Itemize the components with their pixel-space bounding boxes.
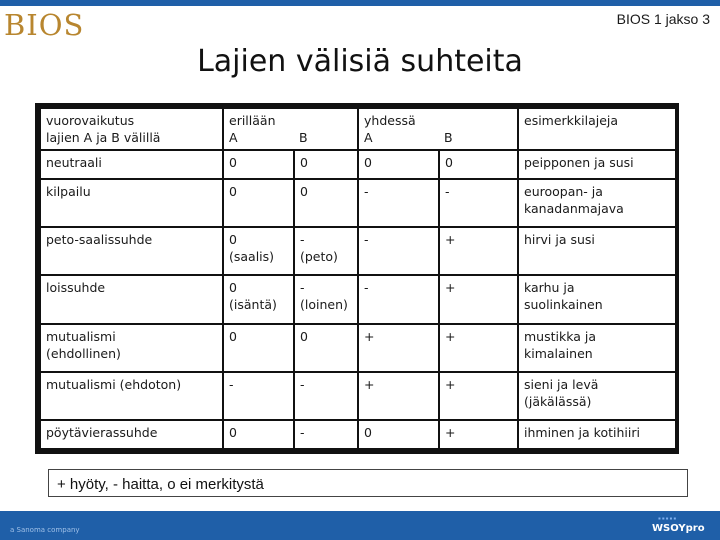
- cell-text: 0: [300, 328, 308, 344]
- cell-text: -: [364, 183, 369, 199]
- cell-examples: [518, 227, 676, 275]
- cell-text: +: [445, 328, 456, 344]
- cell-row-name: [40, 324, 223, 372]
- cell-together-b: [439, 275, 518, 323]
- cell-text: -: [300, 280, 305, 296]
- cell-together-b: [439, 227, 518, 275]
- cell-text: -: [364, 232, 369, 248]
- header-interaction: [40, 108, 223, 150]
- cell-together-b: [439, 372, 518, 420]
- cell-row-name: [40, 275, 223, 323]
- header-together-b-cell: [439, 108, 518, 150]
- cell-separate-a: [223, 324, 294, 372]
- cell-text: mustikka ja: [524, 328, 597, 344]
- relations-table-frame: [35, 103, 679, 454]
- cell-together-b: [439, 179, 518, 227]
- cell-examples: [518, 275, 676, 323]
- bottom-bar: [0, 511, 720, 540]
- logo-dots-icon: ▪▪▪▪▪: [658, 514, 678, 523]
- cell-separate-a: [223, 150, 294, 179]
- cell-text: 0: [229, 425, 237, 441]
- cell-row-name: [40, 227, 223, 275]
- table-row: [40, 275, 676, 323]
- header-separate: [223, 108, 294, 150]
- cell-together-b: [439, 420, 518, 449]
- cell-text: (ehdollinen): [46, 345, 121, 361]
- cell-text: -: [300, 232, 305, 248]
- page-title: Lajien välisiä suhteita: [197, 44, 523, 79]
- cell-text: (jäkälässä): [524, 393, 592, 409]
- cell-examples: [518, 324, 676, 372]
- header-together-a: A: [364, 130, 373, 145]
- cell-separate-b: [294, 420, 358, 449]
- table-row: [40, 227, 676, 275]
- cell-text: -: [300, 425, 305, 441]
- cell-text: ihminen ja kotihiiri: [524, 425, 640, 441]
- cell-together-a: [358, 179, 439, 227]
- cell-text: karhu ja: [524, 280, 575, 296]
- cell-separate-a: [223, 275, 294, 323]
- table-row: [40, 372, 676, 420]
- table-row: [40, 324, 676, 372]
- header-examples-label: esimerkkilajeja: [524, 113, 619, 128]
- relations-table: [39, 107, 677, 450]
- cell-text: pöytävierassuhde: [46, 425, 158, 441]
- cell-text: kimalainen: [524, 345, 593, 361]
- cell-text: mutualismi (ehdoton): [46, 376, 182, 392]
- top-bar: [0, 0, 720, 6]
- cell-text: +: [364, 376, 375, 392]
- cell-text: +: [364, 328, 375, 344]
- cell-together-a: [358, 420, 439, 449]
- cell-text: 0: [364, 425, 372, 441]
- cell-text: kilpailu: [46, 183, 91, 199]
- cell-separate-b: [294, 372, 358, 420]
- header-separate-b: B: [299, 130, 308, 145]
- cell-text: peto-saalissuhde: [46, 232, 153, 248]
- cell-row-name: [40, 150, 223, 179]
- cell-text: sieni ja levä: [524, 376, 599, 392]
- cell-text: 0: [229, 155, 237, 170]
- cell-together-a: [358, 324, 439, 372]
- cell-text: 0: [300, 183, 308, 199]
- cell-text: euroopan- ja: [524, 183, 603, 199]
- cell-together-a: [358, 150, 439, 179]
- cell-text: +: [445, 425, 456, 441]
- cell-text: 0: [229, 280, 237, 296]
- cell-row-name: [40, 420, 223, 449]
- cell-together-a: [358, 227, 439, 275]
- cell-separate-a: [223, 179, 294, 227]
- cell-separate-a: [223, 372, 294, 420]
- header-together: [358, 108, 439, 150]
- cell-separate-b: [294, 275, 358, 323]
- cell-examples: [518, 420, 676, 449]
- cell-text: suolinkainen: [524, 297, 603, 313]
- cell-separate-b: [294, 179, 358, 227]
- cell-separate-a: [223, 420, 294, 449]
- cell-text: loissuhde: [46, 280, 106, 296]
- cell-text: 0: [364, 155, 372, 170]
- header-together-label: yhdessä: [364, 113, 416, 128]
- cell-text: kanadanmajava: [524, 200, 624, 216]
- cell-text: mutualismi: [46, 328, 116, 344]
- cell-row-name: [40, 179, 223, 227]
- cell-text: (peto): [300, 249, 338, 265]
- cell-text: (isäntä): [229, 297, 277, 313]
- cell-together-b: [439, 150, 518, 179]
- header-interaction-line: lajien A ja B välillä: [46, 130, 161, 145]
- header-separate-b-cell: [294, 108, 358, 150]
- table-row: [40, 179, 676, 227]
- cell-text: -: [445, 183, 450, 199]
- header-examples: [518, 108, 676, 150]
- cell-text: 0: [445, 155, 453, 170]
- header-interaction-line: vuorovaikutus: [46, 113, 135, 128]
- cell-examples: [518, 179, 676, 227]
- table-header-row: [40, 108, 676, 150]
- cell-together-a: [358, 275, 439, 323]
- bios-logo: BIOS: [4, 8, 85, 42]
- legend-box: + hyöty, - haitta, o ei merkitystä: [48, 469, 688, 497]
- cell-together-b: [439, 324, 518, 372]
- table-row: [40, 420, 676, 449]
- header-together-b: B: [444, 130, 453, 145]
- cell-text: neutraali: [46, 155, 102, 170]
- cell-text: (loinen): [300, 297, 348, 313]
- cell-text: 0: [229, 328, 237, 344]
- cell-separate-b: [294, 227, 358, 275]
- cell-separate-b: [294, 150, 358, 179]
- header-separate-label: erillään: [229, 113, 276, 128]
- cell-text: 0: [300, 155, 308, 170]
- slide-id: BIOS 1 jakso 3: [616, 11, 710, 27]
- cell-text: -: [229, 376, 234, 392]
- cell-text: -: [300, 376, 305, 392]
- cell-text: +: [445, 280, 456, 296]
- footer-brand: WSOYpro: [652, 523, 705, 534]
- cell-separate-b: [294, 324, 358, 372]
- cell-text: peipponen ja susi: [524, 155, 634, 170]
- footer-company: a Sanoma company: [10, 526, 80, 534]
- cell-text: -: [364, 280, 369, 296]
- cell-together-a: [358, 372, 439, 420]
- table-row: [40, 150, 676, 179]
- cell-text: +: [445, 376, 456, 392]
- cell-examples: [518, 372, 676, 420]
- cell-text: 0: [229, 183, 237, 199]
- header-separate-a: A: [229, 130, 238, 145]
- cell-row-name: [40, 372, 223, 420]
- cell-text: (saalis): [229, 249, 275, 265]
- cell-separate-a: [223, 227, 294, 275]
- cell-text: +: [445, 232, 456, 248]
- cell-text: hirvi ja susi: [524, 232, 595, 248]
- wsoypro-logo: [650, 513, 710, 537]
- cell-text: 0: [229, 232, 237, 248]
- cell-examples: [518, 150, 676, 179]
